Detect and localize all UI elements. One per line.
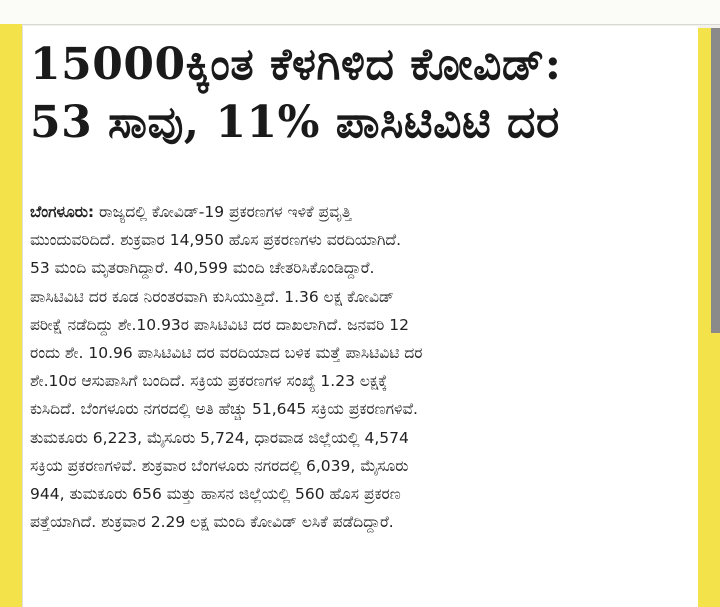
dateline: ಬೆಂಗಳೂರು:	[30, 203, 95, 221]
body-line-text: ರಾಜ್ಯದಲ್ಲಿ ಕೋವಿಡ್‌-19 ಪ್ರಕರಣಗಳ ಇಳಿಕೆ ಪ್ರವೃತ್ತಿ	[94, 203, 352, 221]
body-line: ಪತ್ತೆಯಾಗಿದೆ. ಶುಕ್ರವಾರ 2.29 ಲಕ್ಷ ಮಂದಿ ಕೋವಿಡ್‌ ಲಸಿಕೆ ಪಡೆದಿದ್ದಾರೆ.	[30, 513, 394, 532]
left-yellow-strip	[0, 24, 22, 607]
headline-line-2: 53 ಸಾವು, 11% ಪಾಸಿಟಿವಿಟಿ ದರ	[30, 97, 560, 148]
body-line: ಕುಸಿದಿದೆ. ಬೆಂಗಳೂರು ನಗರದಲ್ಲಿ ಅತಿ ಹೆಚ್ಚು 51,645 ಸಕ್ರಿಯ ಪ್ರಕರಣಗಳಿವೆ.	[30, 400, 418, 419]
body-line: 944, ತುಮಕೂರು 656 ಮತ್ತು ಹಾಸನ ಜಿಲ್ಲೆಯಲ್ಲಿ 560 ಹೊಸ ಪ್ರಕರಣ	[30, 485, 401, 504]
headline-line-1: 15000ಕ್ಕಿಂತ ಕೆಳಗಿಳಿದ ಕೋವಿಡ್:	[30, 39, 562, 90]
body-line: ಪರೀಕ್ಷೆ ನಡೆದಿದ್ದು ಶೇ.10.93ರ ಪಾಸಿಟಿವಿಟಿ ದರ ದಾಖಲಾಗಿದೆ. ಜನವರಿ 12	[30, 315, 409, 334]
body-line: ಮುಂದುವರಿದಿದೆ. ಶುಕ್ರವಾರ 14,950 ಹೊಸ ಪ್ರಕರಣಗಳು ವರದಿಯಾಗಿದೆ.	[30, 231, 401, 250]
right-gray-edge	[711, 28, 720, 333]
body-line: ಶೇ.10ರ ಆಸುಪಾಸಿಗೆ ಬಂದಿದೆ. ಸಕ್ರಿಯ ಪ್ರಕರಣಗಳ ಸಂಖ್ಯೆ 1.23 ಲಕ್ಷಕ್ಕೆ	[30, 372, 388, 391]
body-line: ಸಕ್ರಿಯ ಪ್ರಕರಣಗಳಿವೆ. ಶುಕ್ರವಾರ ಬೆಂಗಳೂರು ನಗರದಲ್ಲಿ 6,039, ಮೈಸೂರು	[30, 456, 409, 475]
article-body	[30, 198, 666, 536]
body-line: ತುಮಕೂರು 6,223, ಮೈಸೂರು 5,724, ಧಾರವಾಡ ಜಿಲ್ಲೆಯಲ್ಲಿ 4,574	[30, 428, 409, 447]
body-line	[30, 198, 666, 226]
body-line: ಪಾಸಿಟಿವಿಟಿ ದರ ಕೂಡ ನಿರಂತರವಾಗಿ ಕುಸಿಯುತ್ತಿದೆ. 1.36 ಲಕ್ಷ ಕೋವಿಡ್	[30, 287, 394, 306]
top-margin	[0, 0, 720, 25]
headline	[30, 36, 670, 152]
body-line: ರಂದು ಶೇ. 10.96 ಪಾಸಿಟಿವಿಟಿ ದರ ವರದಿಯಾದ ಬಳಿಕ ಮತ್ತೆ ಪಾಸಿಟಿವಿಟಿ ದರ	[30, 344, 423, 363]
body-line: 53 ಮಂದಿ ಮೃತರಾಗಿದ್ದಾರೆ. 40,599 ಮಂದಿ ಚೇತರಿಸಿಕೊಂಡಿದ್ದಾರೆ.	[30, 259, 375, 278]
